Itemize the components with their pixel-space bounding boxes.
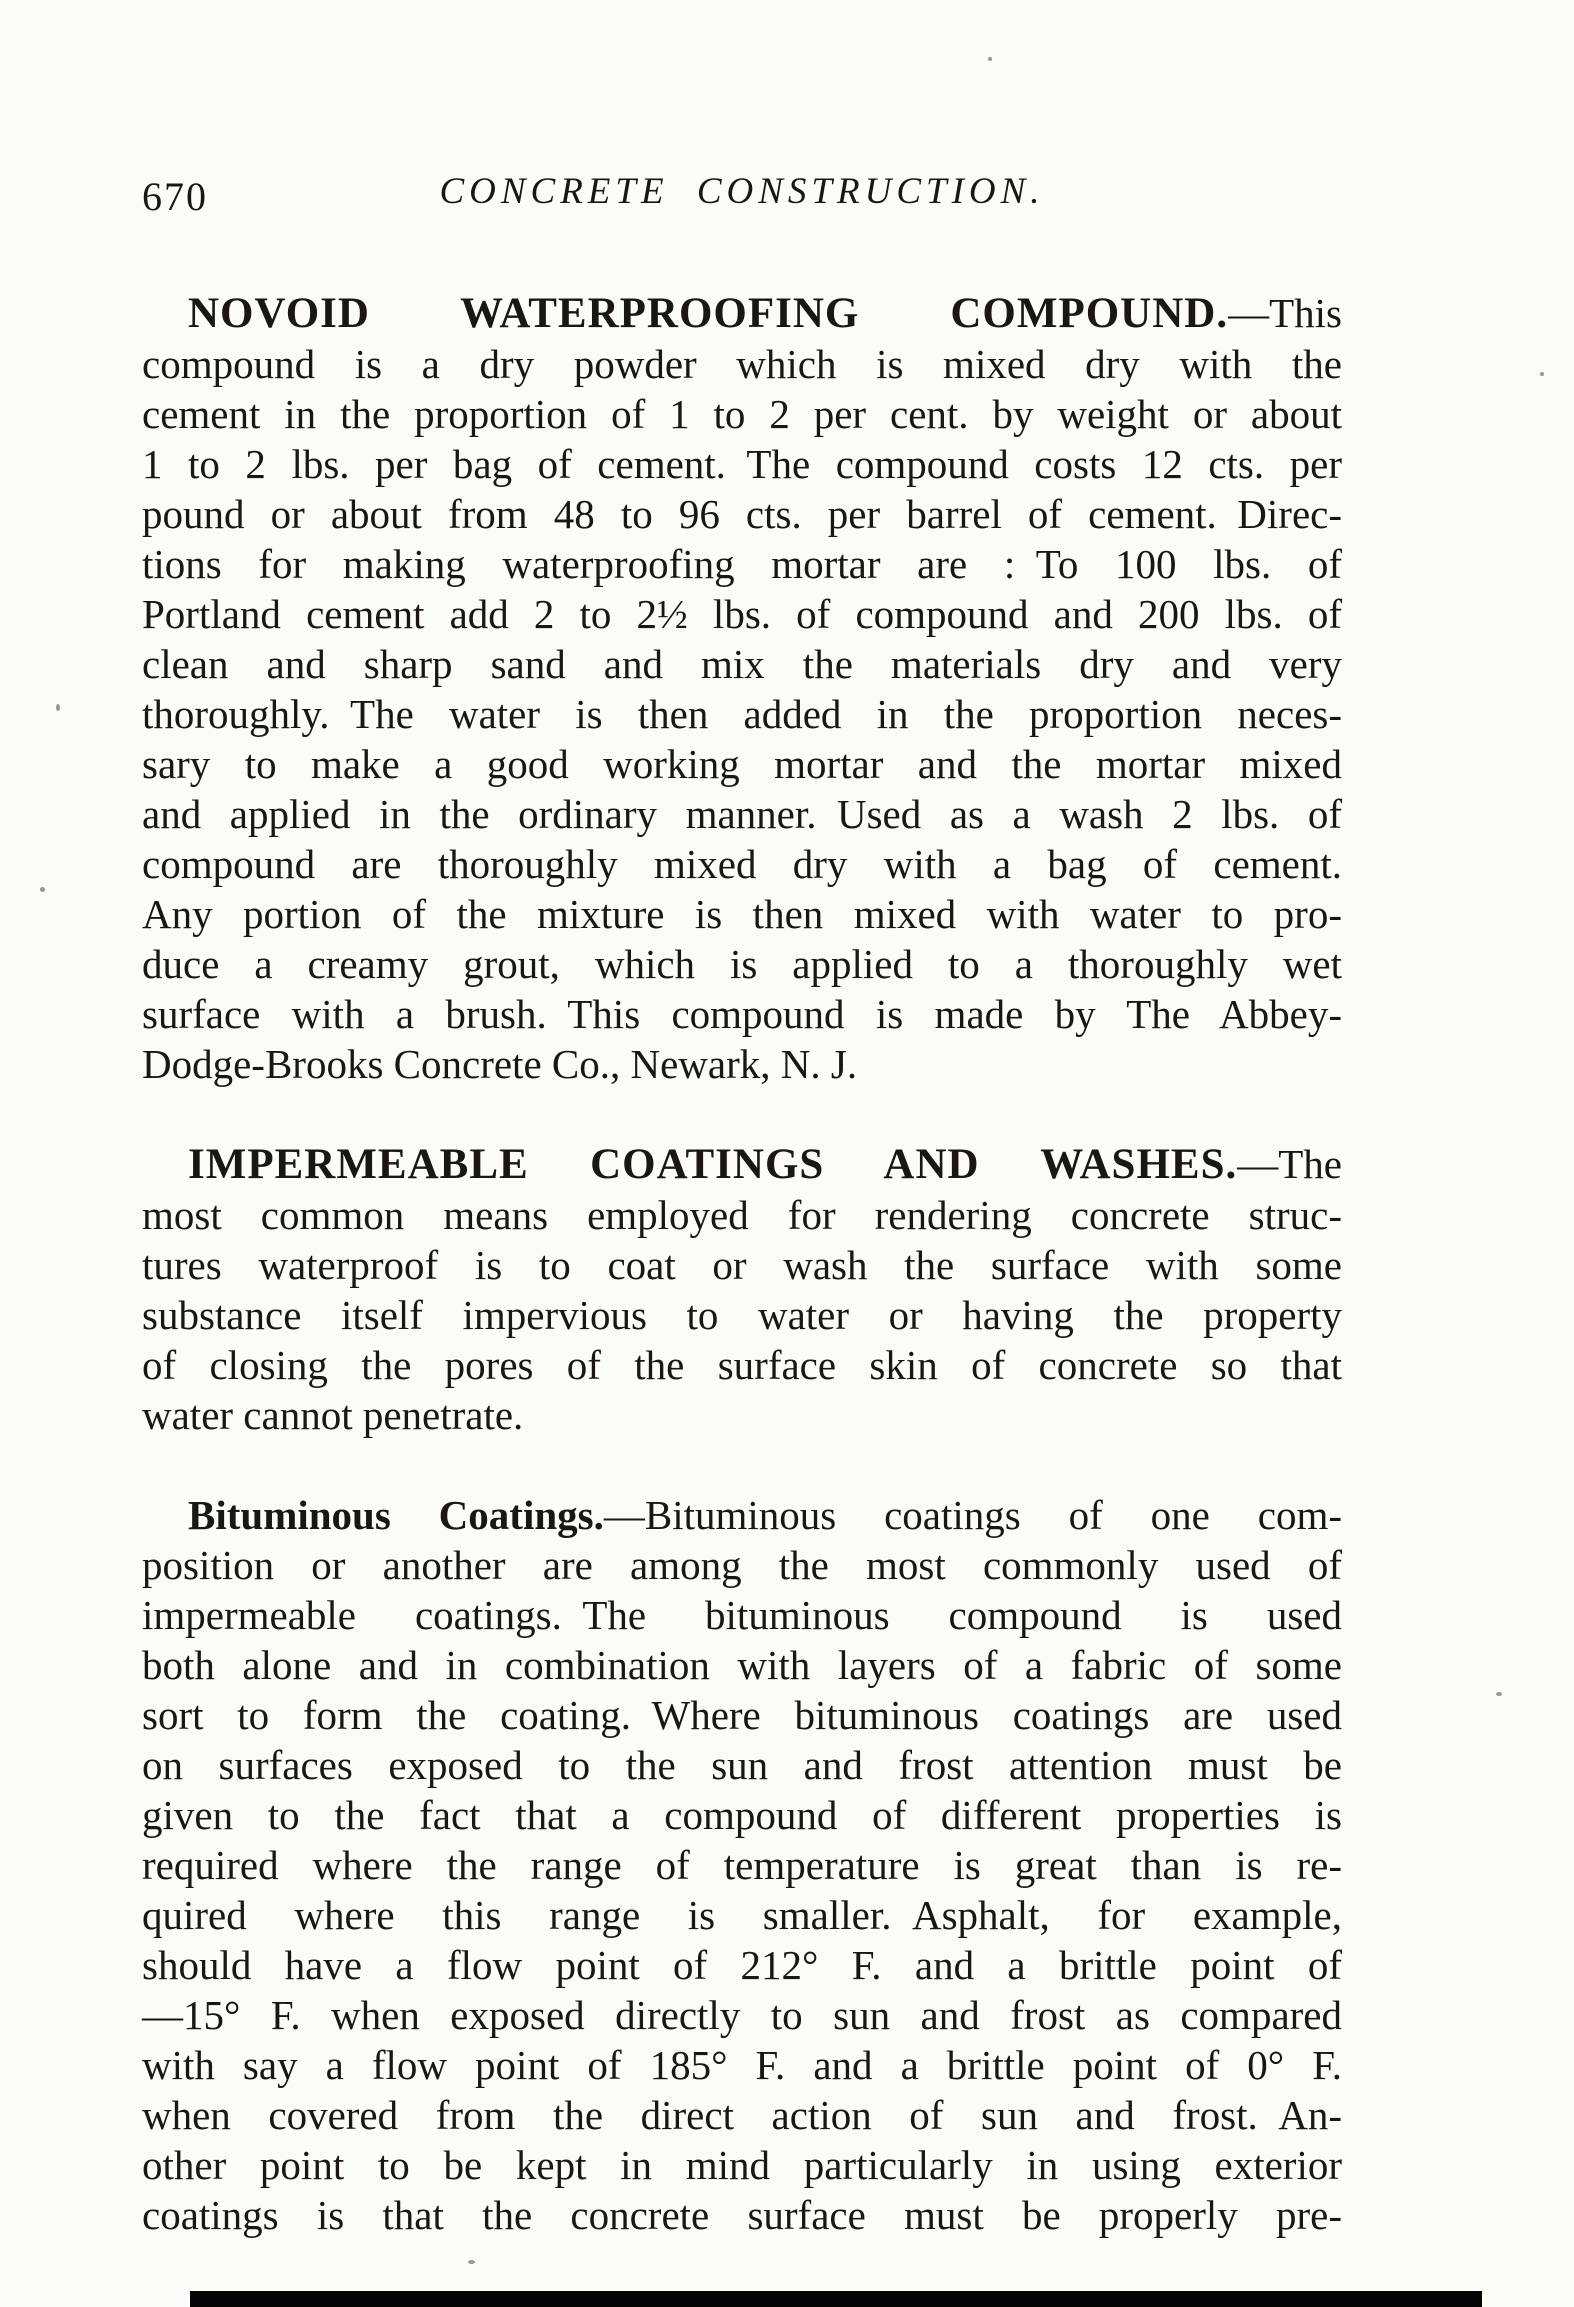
text-line: duce a creamy grout, which is applied to a thoroughly wet xyxy=(142,941,1342,987)
text-line: tures waterproof is to coat or wash the surface with some xyxy=(142,1242,1342,1288)
text-line: compound are thoroughly mixed dry with a bag of cement. xyxy=(142,841,1342,887)
text-line xyxy=(142,288,1342,339)
text-line: of closing the pores of the surface skin of concrete so that xyxy=(142,1342,1342,1388)
text-line: thoroughly. The water is then added in the proportion neces- xyxy=(142,691,1342,737)
paragraph-heading: IMPERMEABLE COATINGS AND WASHES. xyxy=(188,1141,1238,1188)
text-line: Any portion of the mixture is then mixed with water to pro- xyxy=(142,891,1342,937)
text-line: surface with a brush. This compound is made by The Abbey- xyxy=(142,991,1342,1037)
text-line: clean and sharp sand and mix the materials dry and very xyxy=(142,641,1342,687)
text-line xyxy=(142,1490,1342,1540)
heading-run-in-text: —This xyxy=(1228,290,1342,336)
text-line: —15° F. when exposed directly to sun and frost as compared xyxy=(142,1992,1342,2038)
text-line: tions for making waterproofing mortar are : To 100 lbs. of xyxy=(142,541,1342,587)
paragraph xyxy=(142,1490,1342,2240)
text-line: Dodge-Brooks Concrete Co., Newark, N. J. xyxy=(142,1041,858,1087)
text-line: and applied in the ordinary manner. Used as a wash 2 lbs. of xyxy=(142,791,1342,837)
text-line: cement in the proportion of 1 to 2 per cent. by weight or about xyxy=(142,391,1342,437)
page-header xyxy=(142,170,1342,224)
text-line: quired where this range is smaller. Asphalt, for example, xyxy=(142,1892,1342,1938)
scan-speck xyxy=(56,704,60,711)
scan-edge-bar xyxy=(190,2291,1482,2307)
paragraph xyxy=(142,288,1342,1089)
text-line: on surfaces exposed to the sun and frost attention must be xyxy=(142,1742,1342,1788)
text-line: sary to make a good working mortar and the mortar mixed xyxy=(142,741,1342,787)
paragraph-heading: Bituminous Coatings. xyxy=(188,1492,604,1538)
text-line: substance itself impervious to water or having the property xyxy=(142,1292,1342,1338)
text-line: 1 to 2 lbs. per bag of cement. The compound costs 12 cts. per xyxy=(142,441,1342,487)
running-title: CONCRETE CONSTRUCTION. xyxy=(439,171,1045,212)
scan-speck xyxy=(1496,1692,1502,1696)
text-line: pound or about from 48 to 96 cts. per barrel of cement. Direc- xyxy=(142,491,1342,537)
text-line: other point to be kept in mind particularly in using exterior xyxy=(142,2142,1342,2188)
text-line: sort to form the coating. Where bituminous coatings are used xyxy=(142,1692,1342,1738)
text-line: impermeable coatings. The bituminous compound is used xyxy=(142,1592,1342,1638)
scan-speck xyxy=(40,887,45,892)
text-line: with say a flow point of 185° F. and a brittle point of 0° F. xyxy=(142,2042,1342,2088)
text-line xyxy=(142,1139,1342,1190)
text-line: Portland cement add 2 to 2½ lbs. of compound and 200 lbs. of xyxy=(142,591,1342,637)
text-line: required where the range of temperature is great than is re- xyxy=(142,1842,1342,1888)
text-line: given to the fact that a compound of different properties is xyxy=(142,1792,1342,1838)
paragraph xyxy=(142,1139,1342,1440)
scan-speck xyxy=(468,2260,475,2264)
text-line: water cannot penetrate. xyxy=(142,1392,524,1438)
text-line: coatings is that the concrete surface must be properly pre- xyxy=(142,2192,1342,2238)
heading-run-in-text: —Bituminous coatings of one com- xyxy=(603,1492,1343,1538)
scan-speck xyxy=(1540,372,1544,376)
text-line: both alone and in combination with layers of a fabric of some xyxy=(142,1642,1342,1688)
text-line: compound is a dry powder which is mixed dry with the xyxy=(142,341,1342,387)
page-body xyxy=(142,288,1342,2240)
page-number: 670 xyxy=(142,174,208,219)
paragraph-heading: NOVOID WATERPROOFING COMPOUND. xyxy=(188,290,1229,337)
heading-run-in-text: —The xyxy=(1237,1141,1342,1187)
text-line: position or another are among the most commonly used of xyxy=(142,1542,1342,1588)
text-line: when covered from the direct action of sun and frost. An- xyxy=(142,2092,1342,2138)
scan-speck xyxy=(988,57,992,61)
text-line: most common means employed for rendering concrete struc- xyxy=(142,1192,1342,1238)
text-line: should have a flow point of 212° F. and a brittle point of xyxy=(142,1942,1342,1988)
